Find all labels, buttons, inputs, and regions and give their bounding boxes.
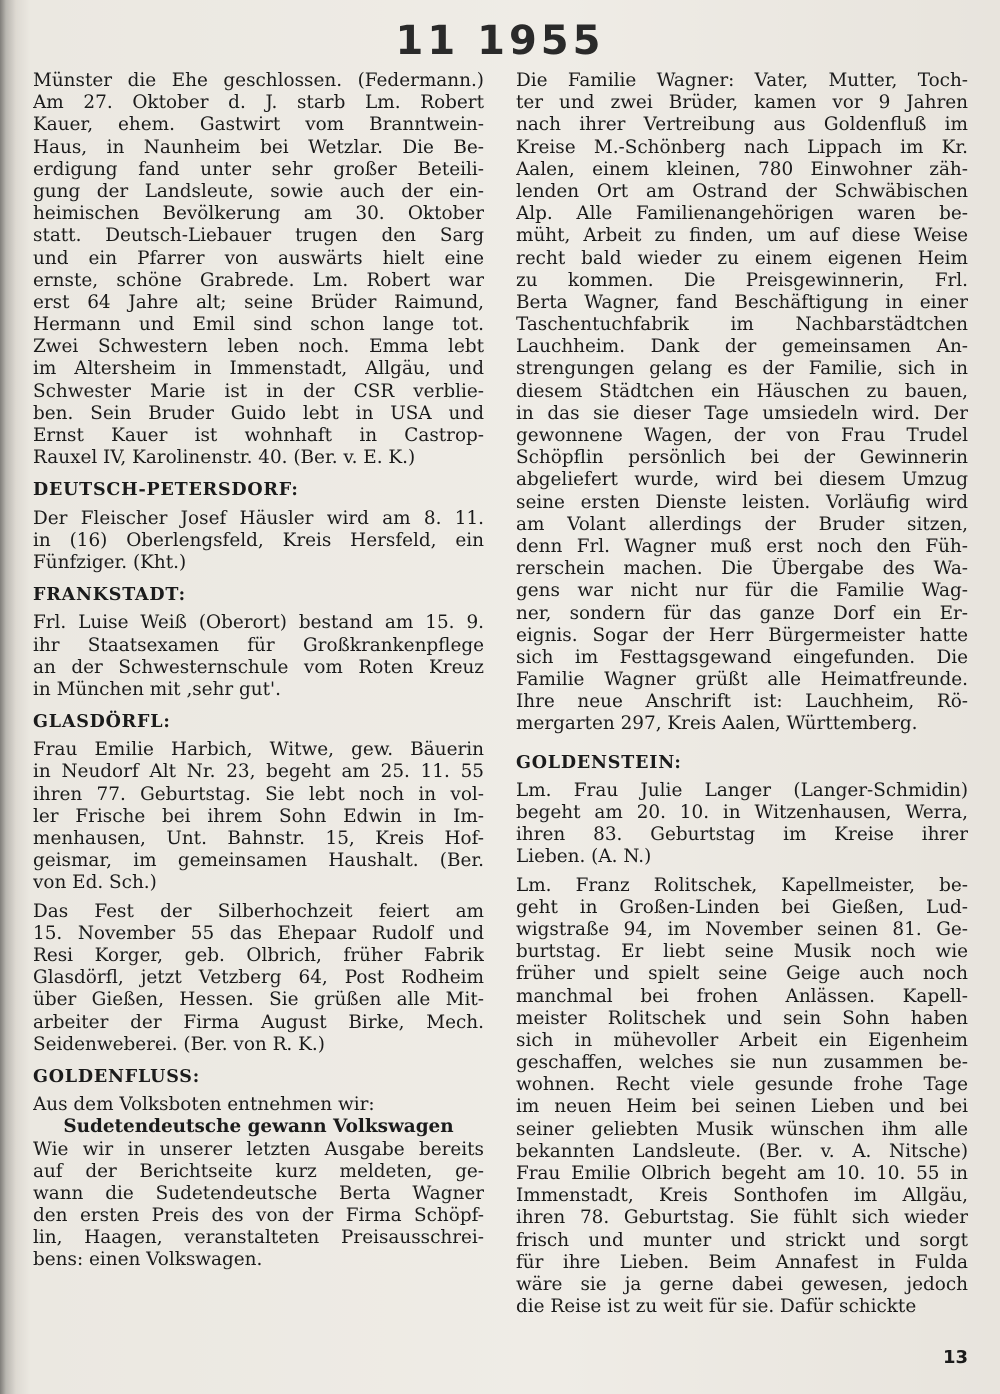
- text-line: Der Fleischer Josef Häusler wird am 8. 11.: [33, 507, 484, 529]
- left-column: [33, 70, 484, 1272]
- text-line: Münster die Ehe geschlossen. (Federmann.): [33, 70, 484, 91]
- article-rolitschek-olbrich: [516, 875, 968, 1319]
- text-line: im neuen Heim bei seinen Lieben und bei: [516, 1096, 968, 1118]
- text-line: ter und zwei Brüder, kamen vor 9 Jahren: [516, 92, 968, 114]
- text-line: seiner geliebten Musik wünschen ihm alle: [516, 1118, 968, 1140]
- article-subheading: Sudetendeutsche gewann Volkswagen: [63, 1116, 454, 1138]
- page-number: 13: [942, 1347, 968, 1368]
- text-line: Frau Emilie Harbich, Witwe, gew. Bäuerin: [33, 739, 484, 761]
- text-line: gung der Landsleute, sowie auch der ein-: [33, 180, 484, 202]
- text-line: strengungen gelang es der Familie, sich in: [516, 358, 968, 380]
- article-kauer-obituary: [33, 70, 484, 469]
- article-korger: [33, 901, 484, 1056]
- heading-deutsch-petersdorf: DEUTSCH-PETERSDORF:: [33, 480, 299, 501]
- text-line: von Ed. Sch.): [33, 872, 157, 894]
- text-line: ben. Sein Bruder Guido lebt in USA und: [33, 402, 484, 424]
- text-line: eignis. Sogar der Herr Bürgermeister hatte: [516, 624, 968, 646]
- text-line: Alp. Alle Familienangehörigen waren be-: [516, 203, 968, 225]
- text-line: für ihre Lieben. Beim Annafest in Fulda: [516, 1251, 968, 1273]
- text-line: bekannten Landsleute. (Ber. v. A. Nitsche): [516, 1140, 968, 1162]
- text-line: arbeiter der Firma August Birke, Mech.: [33, 1011, 484, 1033]
- heading-glasdoerfl: GLASDÖRFL:: [33, 712, 171, 733]
- text-line: ner, sondern für das ganze Dorf ein Er-: [516, 602, 968, 624]
- issue-header: 11 1955: [395, 18, 605, 64]
- text-line: Lauchheim. Dank der gemeinsamen An-: [516, 336, 968, 358]
- text-line: wäre sie ja gerne dabei gewesen, jedoch: [516, 1273, 968, 1295]
- text-line: am Volant allerdings der Bruder sitzen,: [516, 513, 968, 535]
- text-line: ernste, schöne Grabrede. Lm. Robert war: [33, 269, 484, 291]
- text-line: menhausen, Unt. Bahnstr. 15, Kreis Hof-: [33, 828, 484, 850]
- text-line: geschaffen, welches sie nun zusammen be-: [516, 1052, 968, 1074]
- text-line: Lieben. (A. N.): [516, 846, 652, 868]
- article-wagner-start: [33, 1139, 484, 1272]
- text-line: Hermann und Emil sind schon lange tot.: [33, 314, 484, 336]
- text-line: die Reise ist zu weit für sie. Dafür schickte: [516, 1296, 917, 1318]
- text-line: Wie wir in unserer letzten Ausgabe bereits: [33, 1138, 484, 1160]
- right-column: [516, 70, 968, 1318]
- text-line: über Gießen, Hessen. Sie grüßen alle Mit-: [33, 989, 484, 1011]
- text-line: wann die Sudetendeutsche Berta Wagner: [33, 1182, 484, 1204]
- text-line: begeht am 20. 10. in Witzenhausen, Werra,: [516, 802, 968, 824]
- text-line: denn Frl. Wagner muß erst noch den Füh-: [516, 535, 968, 557]
- text-line: ihren 83. Geburtstag im Kreise ihrer: [516, 824, 968, 846]
- text-line: Kreise M.-Schönberg nach Lippach im Kr.: [516, 136, 968, 158]
- text-line: 15. November 55 das Ehepaar Rudolf und: [33, 922, 484, 944]
- text-line: Die Familie Wagner: Vater, Mutter, Toch-: [516, 70, 968, 91]
- text-line: müht, Arbeit zu finden, um auf diese Weise: [516, 225, 968, 247]
- text-line: Am 27. Oktober d. J. starb Lm. Robert: [33, 92, 484, 114]
- text-line: gewonnene Wagen, der von Frau Trudel: [516, 425, 968, 446]
- text-line: Schöpflin persönlich bei der Gewinnerin: [516, 447, 968, 469]
- text-line: ihren 77. Geburtstag. Sie lebt noch in vol-: [33, 783, 484, 805]
- text-line: erst 64 Jahre alt; seine Brüder Raimund,: [33, 291, 484, 313]
- text-line: Ihre neue Anschrift ist: Lauchheim, Rö-: [516, 691, 968, 713]
- text-line: in (16) Oberlengsfeld, Kreis Hersfeld, ein: [33, 529, 484, 551]
- text-line: frisch und munter und strickt und sorgt: [516, 1229, 968, 1251]
- heading-goldenstein: GOLDENSTEIN:: [516, 752, 682, 773]
- text-line: Resi Korger, geb. Olbrich, früher Fabrik: [33, 944, 484, 966]
- text-line: früher und spielt seine Geige auch noch: [516, 963, 968, 985]
- text-line: ihr Staatsexamen für Großkrankenpflege: [33, 634, 484, 656]
- text-line: in das sie dieser Tage umsiedeln wird. Der: [516, 402, 968, 424]
- text-line: heimischen Bevölkerung am 30. Oktober: [33, 203, 484, 225]
- text-line: Glasdörfl, jetzt Vetzberg 64, Post Rodheim: [33, 967, 484, 989]
- text-line: auf der Berichtseite kurz meldeten, ge-: [33, 1160, 484, 1182]
- text-line: Haus, in Naunheim bei Wetzlar. Die Be-: [33, 136, 484, 158]
- text-line: gens war nicht nur für die Familie Wag-: [516, 580, 968, 602]
- text-line: erdigung fand unter sehr großer Beteili-: [33, 158, 484, 180]
- text-line: Schwester Marie ist in der CSR verblie-: [33, 380, 484, 402]
- text-line: in München mit ‚sehr gut'.: [33, 678, 281, 700]
- text-line: diesem Städtchen ein Häuschen zu bauen,: [516, 380, 968, 402]
- article-haeusler: [33, 508, 484, 575]
- volksbote-intro: Aus dem Volksboten entnehmen wir:: [33, 1094, 375, 1116]
- text-line: Seidenweberei. (Ber. von R. K.): [33, 1033, 325, 1055]
- text-line: seine ersten Dienste leisten. Vorläufig wird: [516, 491, 968, 513]
- text-line: im Altersheim in Immenstadt, Allgäu, und: [33, 358, 484, 380]
- text-line: sich in mühevoller Arbeit ein Eigenheim: [516, 1029, 968, 1051]
- text-line: Frl. Luise Weiß (Oberort) bestand am 15. 9.: [33, 612, 484, 634]
- text-line: Kauer, ehem. Gastwirt vom Branntwein-: [33, 114, 484, 136]
- text-line: Zwei Schwestern leben noch. Emma lebt: [33, 336, 484, 358]
- text-line: Fünfziger. (Kht.): [33, 551, 187, 573]
- text-line: abgeliefert wurde, wird bei diesem Umzug: [516, 469, 968, 491]
- text-line: ler Frische bei ihrem Sohn Edwin in Im-: [33, 805, 484, 827]
- text-line: bens: einen Volkswagen.: [33, 1249, 263, 1271]
- text-line: wigstraße 94, im November seinen 81. Ge-: [516, 918, 968, 940]
- article-wagner-continued: [516, 70, 968, 736]
- text-line: zu kommen. Die Preisgewinnerin, Frl.: [516, 269, 968, 291]
- text-line: an der Schwesternschule vom Roten Kreuz: [33, 656, 484, 678]
- text-line: Taschentuchfabrik im Nachbarstädtchen: [516, 314, 968, 336]
- text-line: und ein Pfarrer von auswärts hielt eine: [33, 247, 484, 269]
- text-line: Rauxel IV, Karolinenstr. 40. (Ber. v. E. K.): [33, 447, 416, 469]
- text-line: in Neudorf Alt Nr. 23, begeht am 25. 11. 55: [33, 761, 484, 783]
- text-line: Aalen, einem kleinen, 780 Einwohner zäh-: [516, 158, 968, 180]
- article-langer: [516, 780, 968, 869]
- heading-goldenfluss: GOLDENFLUSS:: [33, 1066, 200, 1087]
- text-line: sich im Festtagsgewand eingefunden. Die: [516, 646, 968, 668]
- text-line: statt. Deutsch-Liebauer trugen den Sarg: [33, 225, 484, 247]
- text-line: Ernst Kauer ist wohnhaft in Castrop-: [33, 425, 484, 446]
- text-line: nach ihrer Vertreibung aus Goldenfluß im: [516, 114, 968, 136]
- text-line: meister Rolitschek und sein Sohn haben: [516, 1007, 968, 1029]
- text-line: Lm. Franz Rolitschek, Kapellmeister, be-: [516, 874, 968, 896]
- text-line: lenden Ort am Ostrand der Schwäbischen: [516, 180, 968, 202]
- text-line: ihren 78. Geburtstag. Sie fühlt sich wieder: [516, 1207, 968, 1229]
- text-line: Immenstadt, Kreis Sonthofen im Allgäu,: [516, 1185, 968, 1207]
- text-line: Familie Wagner grüßt alle Heimatfreunde.: [516, 669, 968, 691]
- text-line: lin, Haagen, veranstalteten Preisausschrei-: [33, 1227, 484, 1249]
- text-line: den ersten Preis des von der Firma Schöpf-: [33, 1205, 484, 1227]
- text-line: Das Fest der Silberhochzeit feiert am: [33, 900, 484, 922]
- article-harbich: [33, 739, 484, 894]
- text-line: manchmal bei frohen Anlässen. Kapell-: [516, 985, 968, 1007]
- text-line: rerschein machen. Die Übergabe des Wa-: [516, 558, 968, 580]
- text-line: geismar, im gemeinsamen Haushalt. (Ber.: [33, 850, 484, 872]
- text-line: Lm. Frau Julie Langer (Langer-Schmidin): [516, 779, 968, 801]
- article-weiss: [33, 612, 484, 701]
- text-line: mergarten 297, Kreis Aalen, Württemberg.: [516, 713, 918, 735]
- text-line: Berta Wagner, fand Beschäftigung in einer: [516, 291, 968, 313]
- text-line: wohnen. Recht viele gesunde frohe Tage: [516, 1074, 968, 1096]
- text-line: recht bald wieder zu einem eigenen Heim: [516, 247, 968, 269]
- text-line: geht in Großen-Linden bei Gießen, Lud-: [516, 896, 968, 918]
- text-line: burtstag. Er liebt seine Musik noch wie: [516, 941, 968, 963]
- text-line: Frau Emilie Olbrich begeht am 10. 10. 55 in: [516, 1163, 968, 1185]
- heading-frankstadt: FRANKSTADT:: [33, 585, 186, 606]
